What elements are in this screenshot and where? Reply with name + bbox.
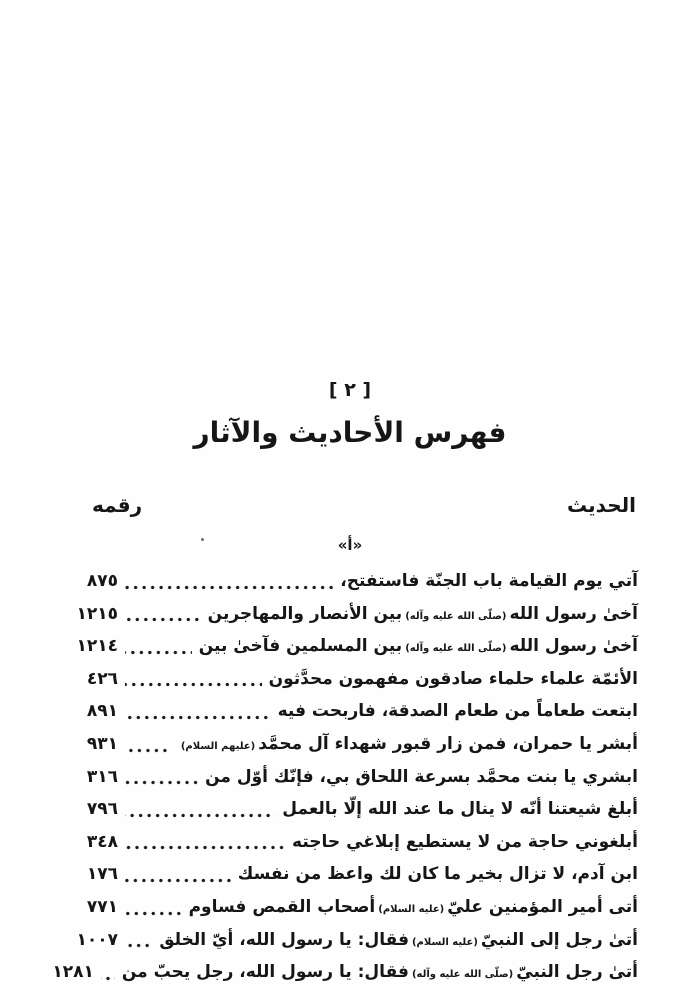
entry-text: آخىٰ رسول الله(صلّى الله عليه وآله)بين المسلمين فآخىٰ بين (198, 636, 638, 657)
entry-number: ٧٩٦ (86, 799, 118, 820)
dot-leader (125, 682, 262, 687)
entry-honorific: (عليهم السلام) (180, 740, 256, 752)
entry-number: ٣١٦ (86, 766, 118, 787)
entry-text: ابشري يا بنت محمَّد بسرعة اللحاق بي، فإنّك أوّل من (205, 766, 638, 787)
page-index-number: [ ٢ ] (328, 379, 372, 401)
index-entry (62, 858, 638, 891)
index-entry (62, 630, 638, 663)
entry-honorific: (صلّى الله عليه وآله) (405, 643, 507, 655)
dot-leader (125, 878, 231, 883)
entry-number: ١٧٦ (86, 864, 118, 885)
entry-text: آخىٰ رسول الله(صلّى الله عليه وآله)بين الأنصار والمهاجرين (207, 603, 638, 624)
dot-leader (125, 617, 201, 622)
dot-leader (125, 845, 285, 850)
index-title: فهرس الأحاديث والآثار (193, 416, 507, 449)
entry-number: ١٢١٥ (76, 603, 118, 624)
index-entry (62, 924, 638, 957)
index-entry (62, 565, 638, 598)
index-entry (62, 793, 638, 826)
entry-text: ابتعت طعاماً من طعام الصدقة، فاربحت فيه (277, 701, 638, 722)
index-entry (62, 826, 638, 859)
index-entry (62, 598, 638, 631)
entry-honorific: (عليه السلام) (411, 936, 478, 948)
entry-text: الأئمّة علماء حلماء صادقون مفهمون محدَّثون (268, 668, 638, 689)
entry-text: أتى أمير المؤمنين عليّ(عليه السلام)أصحاب القمص فساوم (188, 896, 638, 917)
entry-text: أتىٰ رجل النبيّ(صلّى الله عليه وآله)فقال: يا رسول الله، رجل يحبّ من (121, 962, 638, 983)
dot-leader (125, 650, 192, 655)
index-entry (62, 728, 638, 761)
entry-number: ١٢٨١ (52, 962, 94, 983)
dot-leader (125, 813, 275, 818)
column-header-number: رقمه (92, 493, 143, 517)
dot-leader (125, 911, 182, 916)
entry-text: أتىٰ رجل إلى النبيّ(عليه السلام)فقال: يا رسول الله، أيّ الخلق (159, 929, 638, 950)
dot-leader (125, 780, 198, 785)
entry-honorific: (صلّى الله عليه وآله) (411, 969, 514, 981)
entry-number: ٣٤٨ (86, 831, 118, 852)
entry-text: أبلغوني حاجة من لا يستطيع إبلاغي حاجته (292, 831, 638, 852)
entry-number: ١٠٠٧ (76, 929, 118, 950)
entry-honorific: (عليه السلام) (378, 903, 445, 915)
dot-leader (101, 976, 115, 981)
index-entry (62, 891, 638, 924)
index-entry (62, 695, 638, 728)
entry-number: ٩٣١ (86, 733, 118, 754)
dot-leader (125, 715, 271, 720)
dot-leader (125, 585, 333, 590)
index-entry (62, 663, 638, 696)
column-headers (62, 492, 638, 519)
section-letter: «أ» (337, 536, 363, 554)
hadith-index-list (52, 565, 638, 989)
entry-text: أبشر يا حمران، فمن زار قبور شهداء آل محمَّد(عليهم السلام) (180, 733, 638, 754)
entry-honorific: (صلّى الله عليه وآله) (405, 610, 507, 622)
entry-number: ٨٧٥ (86, 571, 118, 591)
dot-leader (125, 943, 152, 948)
ink-speck (201, 538, 204, 541)
entry-number: ٤٢٦ (86, 668, 118, 689)
entry-number: ٨٩١ (86, 701, 118, 722)
entry-number: ١٢١٤ (76, 636, 118, 657)
entry-number: ٧٧١ (86, 896, 118, 917)
index-entry (62, 761, 638, 794)
entry-text: ابن آدم، لا تزال بخير ما كان لك واعظ من نفسك (237, 864, 638, 885)
entry-text: أبلغ شيعتنا أنّه لا ينال ما عند الله إلّا بالعمل (282, 799, 638, 820)
column-header-hadith: الحديث (566, 493, 636, 517)
dot-leader (125, 748, 171, 753)
entry-text: آتي يوم القيامة باب الجنّة فاستفتح، (340, 571, 638, 591)
index-entry (52, 956, 638, 989)
